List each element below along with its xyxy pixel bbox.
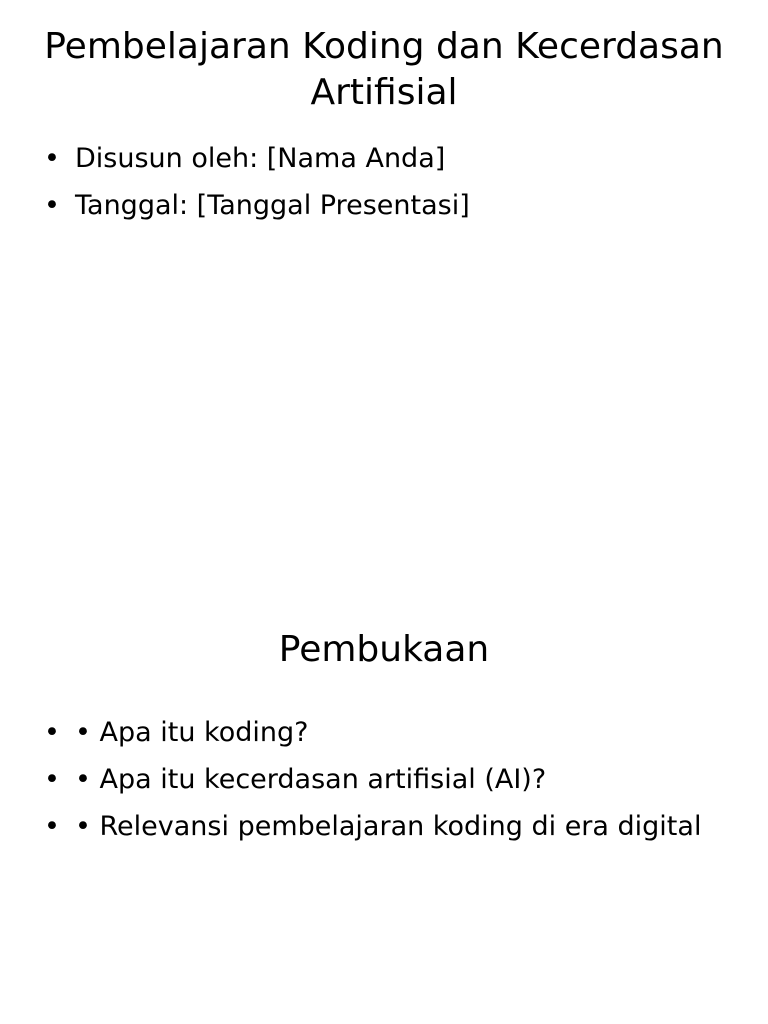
bullet-list xyxy=(44,716,748,857)
list-item-text: Tanggal: [Tanggal Presentasi] xyxy=(75,190,470,221)
list-item xyxy=(44,810,748,844)
slide-opening xyxy=(0,512,768,1024)
list-item xyxy=(44,763,748,797)
list-item-text: • Apa itu kecerdasan artifisial (AI)? xyxy=(75,764,547,795)
list-item xyxy=(44,716,748,750)
list-item-text: • Apa itu koding? xyxy=(75,717,309,748)
bullet-icon: • xyxy=(44,764,60,795)
bullet-icon: • xyxy=(44,190,60,221)
bullet-icon: • xyxy=(44,811,60,842)
list-item-text: • Relevansi pembelajaran koding di era digital xyxy=(75,811,702,842)
slide-title: Pembukaan xyxy=(278,629,490,670)
list-item-text: Disusun oleh: [Nama Anda] xyxy=(75,143,446,174)
list-item xyxy=(44,142,748,176)
bullet-icon: • xyxy=(44,717,60,748)
slide-title: Pembelajaran Koding dan Kecerdasan Artifisial xyxy=(44,26,724,113)
list-item xyxy=(44,189,748,223)
bullet-icon: • xyxy=(44,143,60,174)
bullet-list xyxy=(44,142,748,236)
